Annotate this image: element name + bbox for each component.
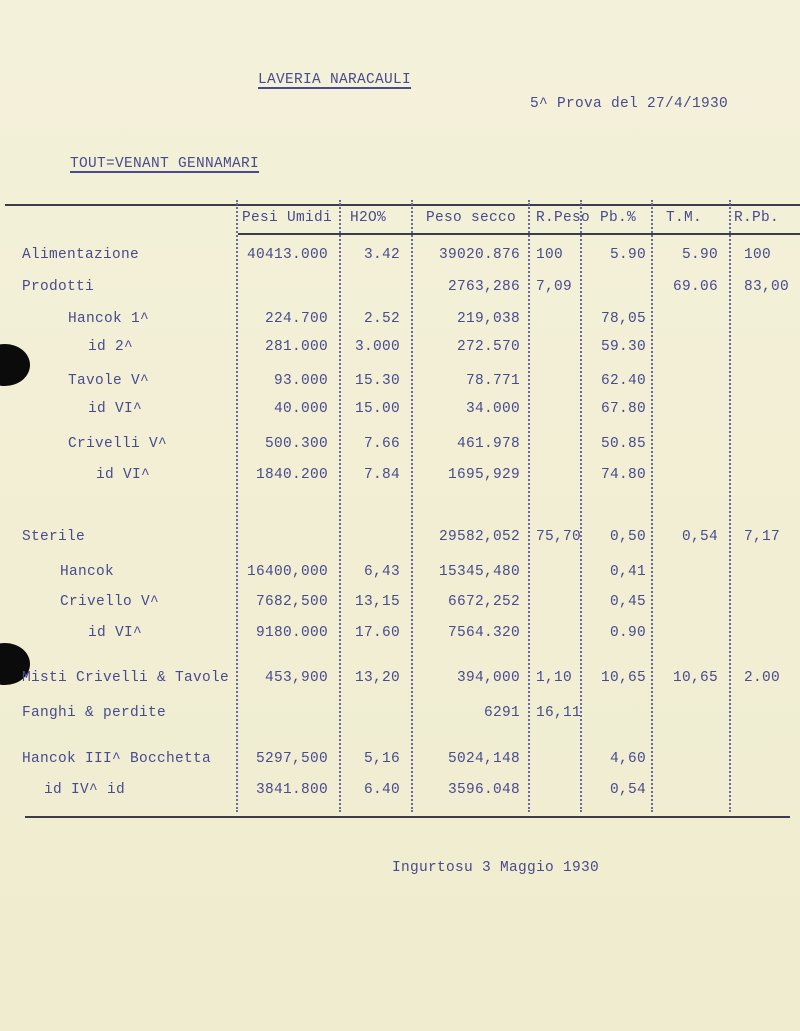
header-r-pb: R.Pb.	[734, 210, 780, 226]
cell-pb: 0.90	[609, 625, 646, 641]
row-label: Hancok 1^	[68, 311, 150, 327]
cell-peso-secco: 34.000	[465, 401, 520, 417]
row-label: Crivelli V^	[68, 436, 168, 452]
header-r-peso: R.Peso	[536, 210, 591, 226]
cell-pb: 67.80	[600, 401, 646, 417]
cell-pesi-umidi: 40413.000	[246, 247, 328, 263]
document-subtitle: TOUT=VENANT GENNAMARI	[70, 156, 260, 172]
cell-pesi-umidi: 16400,000	[246, 564, 328, 580]
cell-tm: 5.90	[681, 247, 718, 263]
cell-pb: 0,41	[609, 564, 646, 580]
cell-peso-secco: 1695,929	[447, 467, 520, 483]
document-footer: Ingurtosu 3 Maggio 1930	[392, 860, 600, 876]
cell-h2o: 7.84	[363, 467, 400, 483]
cell-pb: 10,65	[600, 670, 646, 686]
cell-h2o: 3.42	[363, 247, 400, 263]
cell-pesi-umidi: 281.000	[264, 339, 328, 355]
row-label: id IV^ id	[44, 782, 126, 798]
cell-pb: 50.85	[600, 436, 646, 452]
cell-pesi-umidi: 9180.000	[255, 625, 328, 641]
cell-peso-secco: 272.570	[456, 339, 520, 355]
header-pb: Pb.%	[600, 210, 637, 226]
cell-pb: 0,54	[609, 782, 646, 798]
cell-peso-secco: 7564.320	[447, 625, 520, 641]
cell-r-peso: 7,09	[536, 279, 573, 295]
cell-pb: 0,50	[609, 529, 646, 545]
cell-peso-secco: 2763,286	[447, 279, 520, 295]
cell-peso-secco: 15345,480	[438, 564, 520, 580]
header-h2o: H2O%	[350, 210, 387, 226]
table-header-rule	[238, 233, 800, 235]
column-separator	[339, 200, 341, 812]
cell-h2o: 13,15	[354, 594, 400, 610]
row-label: Fanghi & perdite	[22, 705, 167, 721]
cell-h2o: 3.000	[354, 339, 400, 355]
cell-h2o: 17.60	[354, 625, 400, 641]
column-separator	[729, 200, 731, 812]
cell-h2o: 5,16	[363, 751, 400, 767]
cell-h2o: 6.40	[363, 782, 400, 798]
cell-pesi-umidi: 7682,500	[255, 594, 328, 610]
cell-h2o: 15.30	[354, 373, 400, 389]
cell-pesi-umidi: 93.000	[273, 373, 328, 389]
cell-pb: 59.30	[600, 339, 646, 355]
row-label: Hancok	[60, 564, 115, 580]
header-tm: T.M.	[666, 210, 703, 226]
row-label: id VI^	[88, 625, 143, 641]
cell-peso-secco: 39020.876	[438, 247, 520, 263]
cell-pb: 78,05	[600, 311, 646, 327]
row-label: id VI^	[88, 401, 143, 417]
cell-pesi-umidi: 453,900	[264, 670, 328, 686]
cell-h2o: 6,43	[363, 564, 400, 580]
cell-r-peso: 1,10	[536, 670, 573, 686]
row-label: Prodotti	[22, 279, 95, 295]
cell-tm: 69.06	[672, 279, 718, 295]
cell-peso-secco: 29582,052	[438, 529, 520, 545]
cell-h2o: 2.52	[363, 311, 400, 327]
cell-peso-secco: 5024,148	[447, 751, 520, 767]
cell-peso-secco: 78.771	[465, 373, 520, 389]
cell-tm: 10,65	[672, 670, 718, 686]
cell-r-peso: 75,70	[536, 529, 582, 545]
row-label: id 2^	[88, 339, 134, 355]
cell-h2o: 13,20	[354, 670, 400, 686]
cell-r-peso: 16,11	[536, 705, 582, 721]
cell-pesi-umidi: 1840.200	[255, 467, 328, 483]
row-label: Tavole V^	[68, 373, 150, 389]
cell-r-pb: 2.00	[744, 670, 781, 686]
cell-pb: 74.80	[600, 467, 646, 483]
cell-pesi-umidi: 3841.800	[255, 782, 328, 798]
row-label: Alimentazione	[22, 247, 140, 263]
header-pesi-umidi: Pesi Umidi	[242, 210, 333, 226]
cell-pesi-umidi: 5297,500	[255, 751, 328, 767]
cell-r-pb: 100	[744, 247, 772, 263]
cell-r-pb: 7,17	[744, 529, 781, 545]
punch-hole-top	[0, 344, 30, 386]
document-title: LAVERIA NARACAULI	[258, 72, 412, 88]
cell-peso-secco: 394,000	[456, 670, 520, 686]
cell-peso-secco: 219,038	[456, 311, 520, 327]
column-separator	[528, 200, 530, 812]
row-label: Crivello V^	[60, 594, 160, 610]
column-separator	[236, 200, 238, 812]
cell-pb: 4,60	[609, 751, 646, 767]
cell-peso-secco: 6672,252	[447, 594, 520, 610]
cell-r-pb: 83,00	[744, 279, 790, 295]
cell-peso-secco: 461.978	[456, 436, 520, 452]
row-label: Hancok III^ Bocchetta	[22, 751, 212, 767]
cell-pb: 0,45	[609, 594, 646, 610]
row-label: Sterile	[22, 529, 86, 545]
cell-h2o: 7.66	[363, 436, 400, 452]
table-bottom-rule	[25, 816, 790, 818]
cell-pesi-umidi: 40.000	[273, 401, 328, 417]
row-label: Misti Crivelli & Tavole	[22, 670, 230, 686]
row-label: id VI^	[96, 467, 151, 483]
cell-h2o: 15.00	[354, 401, 400, 417]
cell-tm: 0,54	[681, 529, 718, 545]
column-separator	[651, 200, 653, 812]
header-peso-secco: Peso secco	[426, 210, 517, 226]
column-separator	[411, 200, 413, 812]
test-date: 5^ Prova del 27/4/1930	[530, 96, 729, 112]
cell-pb: 5.90	[609, 247, 646, 263]
table-top-rule	[5, 204, 800, 206]
cell-r-peso: 100	[536, 247, 564, 263]
cell-pesi-umidi: 224.700	[264, 311, 328, 327]
cell-peso-secco: 6291	[483, 705, 520, 721]
cell-peso-secco: 3596.048	[447, 782, 520, 798]
cell-pesi-umidi: 500.300	[264, 436, 328, 452]
cell-pb: 62.40	[600, 373, 646, 389]
